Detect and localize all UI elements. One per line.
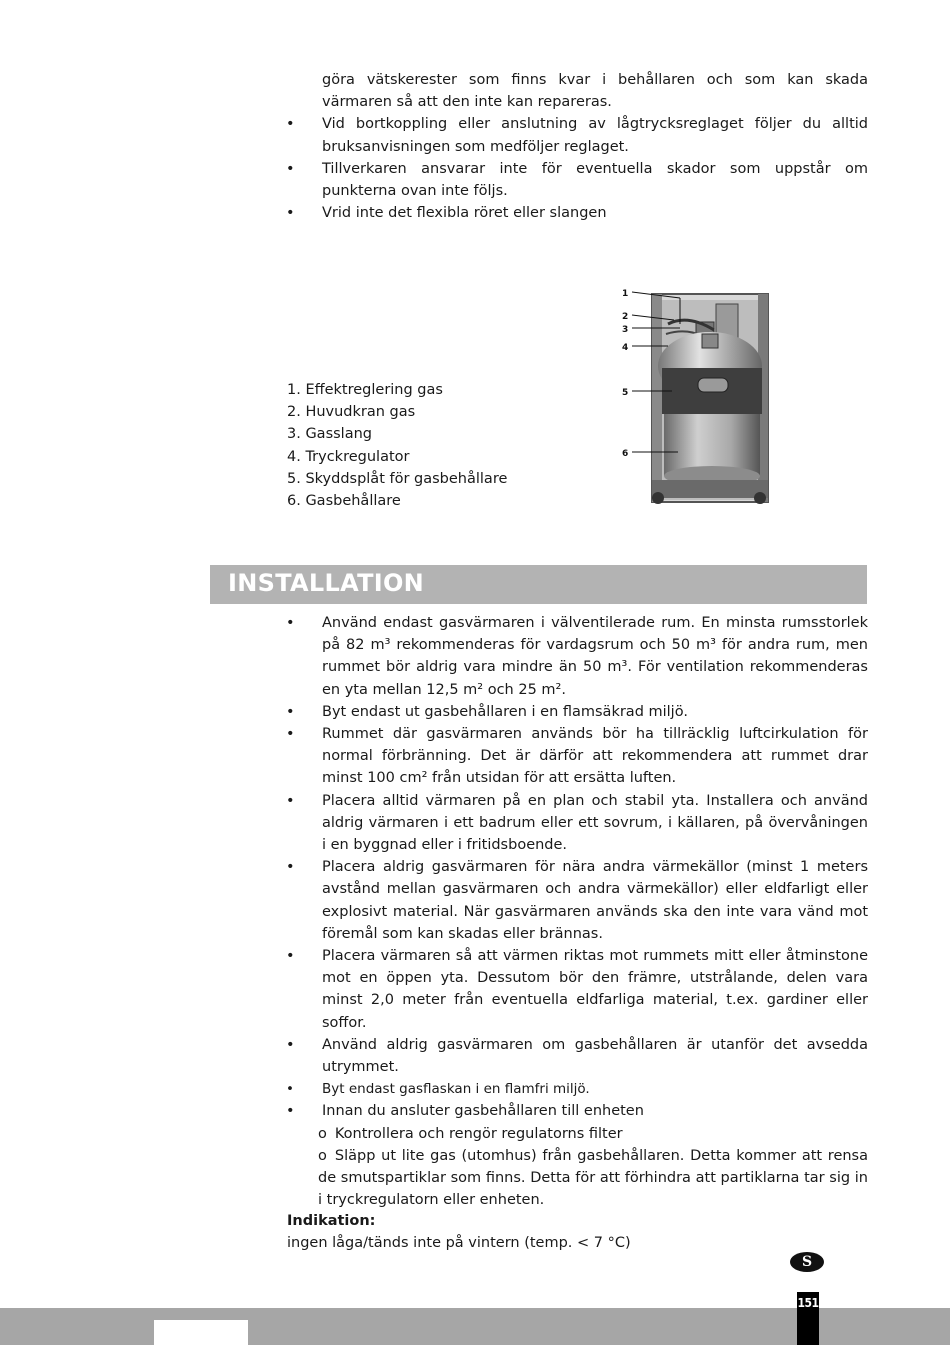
- legend-item: 2. Huvudkran gas: [287, 404, 416, 421]
- bullet-icon: •: [286, 726, 295, 743]
- legend-item: 1. Effektreglering gas: [287, 382, 443, 398]
- callout-label: 3: [622, 325, 629, 335]
- legend-item: 4. Tryckregulator: [287, 448, 410, 465]
- sub-list-item-text: Kontrollera och rengör regulatorns filter: [334, 1125, 623, 1142]
- indication-block: [287, 1210, 847, 1254]
- sub-bullet-icon: o: [318, 1125, 327, 1142]
- page-number: 151: [797, 1296, 819, 1310]
- parts-legend: [287, 379, 587, 512]
- bullet-icon: •: [286, 1036, 295, 1053]
- callout-label: 2: [622, 312, 629, 322]
- top-bullet-list: [286, 69, 868, 224]
- continued-paragraph: göra vätskerester som finns kvar i behållaren och som kan skada värmaren så att den inte kan repareras.: [322, 72, 868, 111]
- footer-tab: [154, 1320, 248, 1345]
- bullet-icon: •: [286, 703, 295, 720]
- legend-item: 3. Gasslang: [287, 426, 372, 443]
- section-header-bar: [210, 565, 867, 604]
- list-item-text: Vid bortkoppling eller anslutning av lågtrycksreglaget följer du alltid bruksanvisningen som medföljer reglaget.: [322, 116, 868, 155]
- list-item-text: Innan du ansluter gasbehållaren till enheten: [322, 1103, 644, 1120]
- list-item: [286, 945, 868, 1034]
- gas-bottle-illustration: [618, 284, 774, 510]
- sub-bullet-icon: o: [318, 1147, 327, 1164]
- list-item: [286, 790, 868, 857]
- list-item: [286, 158, 868, 202]
- bullet-icon: •: [286, 205, 295, 222]
- legend-item: 5. Skyddsplåt för gasbehållare: [287, 470, 508, 487]
- callout-label: 4: [622, 343, 629, 353]
- list-item-text: Använd aldrig gasvärmaren om gasbehållaren är utanför det avsedda utrymmet.: [322, 1036, 868, 1076]
- callout-label: 1: [622, 289, 629, 299]
- list-item: [286, 1100, 868, 1122]
- callout-label: 6: [622, 449, 629, 459]
- list-item-text: Placera värmaren så att värmen riktas mot rummets mitt eller åtminstone mot en öppen yta. Dessutom bör den främre, utstrålande, delen vara minst 2,0 meter från eventuella eldfarliga material, t.ex. gardiner eller soffor.: [322, 948, 868, 1031]
- list-item-text: Tillverkaren ansvarar inte för eventuella skador som uppstår om punkterna ovan inte följs.: [322, 160, 868, 200]
- list-item: [286, 202, 868, 224]
- bullet-icon: •: [286, 1081, 294, 1098]
- list-item-text: Placera alltid värmaren på en plan och stabil yta. Installera och använd aldrig värmaren i ett badrum eller ett sovrum, i källaren, på övervåningen i en byggnad eller i fritidsboende.: [322, 792, 868, 854]
- heater-interior-figure: [618, 284, 774, 510]
- list-item: [286, 1078, 868, 1100]
- bullet-icon: •: [286, 1103, 295, 1120]
- list-item-text: Byt endast ut gasbehållaren i en flamsäkrad miljö.: [322, 703, 688, 720]
- section-title: INSTALLATION: [228, 569, 425, 597]
- list-item-text: Rummet där gasvärmaren används bör ha tillräcklig luftcirkulation för normal förbränning. Det är därför att rekommendera att rummet drar minst 100 cm² från utsidan för att ersätta luften.: [322, 726, 868, 787]
- indication-label: Indikation:: [287, 1213, 376, 1229]
- callout-label: 5: [622, 388, 629, 398]
- sub-list-item: [286, 1123, 868, 1145]
- list-item: [286, 113, 868, 157]
- list-item-text: Använd endast gasvärmaren i välventilerade rum. En minsta rumsstorlek på 82 m³ rekommenderas för vardagsrum och 50 m³ för andra rum, men rummet bör aldrig vara mindre än 50 m³. För ventilation rekommenderas en yta mellan 12,5 m² och 25 m².: [322, 615, 868, 698]
- bullet-icon: •: [286, 116, 295, 133]
- list-item-text: Vrid inte det flexibla röret eller slangen: [322, 205, 607, 222]
- bullet-icon: •: [286, 160, 295, 177]
- list-item: [286, 723, 868, 790]
- sub-list-item-text: Släpp ut lite gas (utomhus) från gasbehållaren. Detta kommer att rensa de smutspartiklar som finns. Detta för att förhindra att partiklarna tar sig in i tryckregulatorn eller enheten.: [318, 1147, 868, 1209]
- bullet-icon: •: [286, 792, 295, 809]
- language-badge: S: [790, 1252, 824, 1272]
- bullet-icon: •: [286, 859, 295, 876]
- list-item: [286, 612, 868, 701]
- bullet-icon: •: [286, 948, 295, 965]
- bullet-icon: •: [286, 615, 295, 631]
- page-number-box: [797, 1292, 819, 1345]
- installation-bullet-list: [286, 612, 868, 1211]
- legend-item: 6. Gasbehållare: [287, 493, 401, 510]
- list-item: [286, 1034, 868, 1078]
- list-item: [286, 856, 868, 945]
- sub-list-item: [286, 1145, 868, 1212]
- indication-text: ingen låga/tänds inte på vintern (temp. < 7 °C): [287, 1235, 631, 1252]
- list-item: [286, 701, 868, 723]
- list-item-text: Placera aldrig gasvärmaren för nära andra värmekällor (minst 1 meters avstånd mellan gasvärmaren och andra värmekällor) eller eldfarligt eller explosivt material. När gasvärmaren används ska den inte vara vänd mot föremål som kan skadas eller brännas.: [322, 859, 868, 942]
- list-item-text: Byt endast gasflaskan i en flamfri miljö.: [322, 1081, 590, 1098]
